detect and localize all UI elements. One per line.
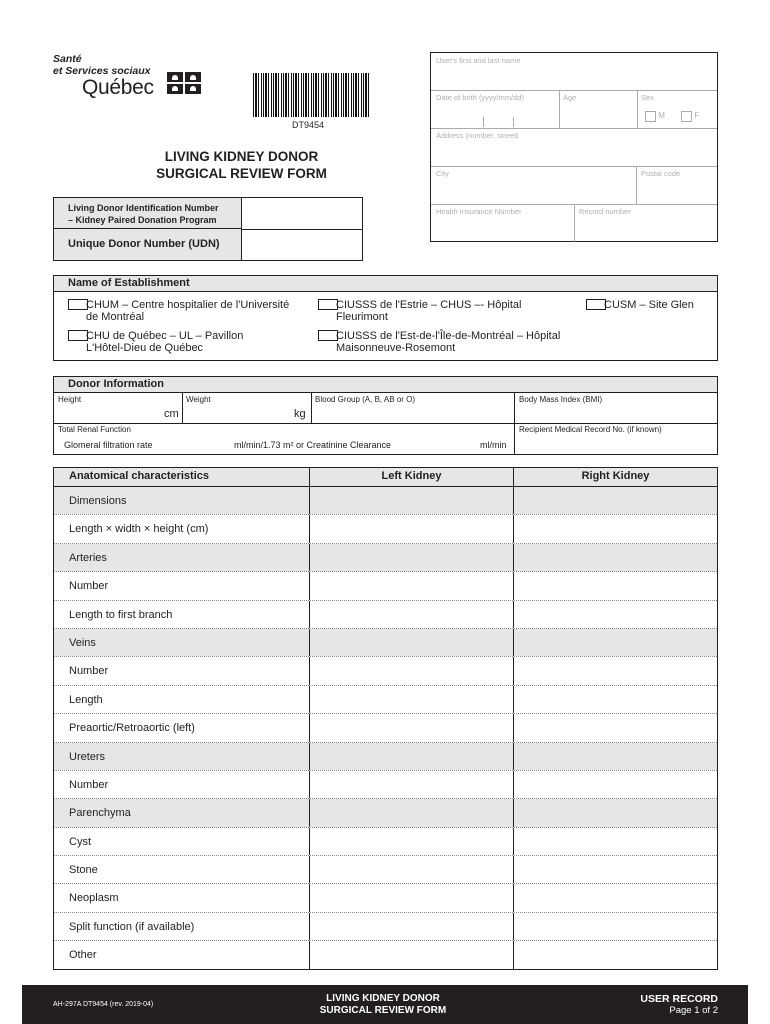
row-label: Veins <box>54 629 310 656</box>
left-kidney-cell[interactable] <box>310 799 514 826</box>
udn-input[interactable] <box>242 229 362 260</box>
right-kidney-cell[interactable] <box>514 913 717 940</box>
udn-label: Unique Donor Number (UDN) <box>54 229 242 260</box>
chu-quebec-checkbox[interactable] <box>68 330 88 341</box>
left-kidney-cell[interactable] <box>310 515 514 542</box>
left-kidney-cell[interactable] <box>310 941 514 968</box>
row-label: Stone <box>54 856 310 883</box>
right-kidney-cell[interactable] <box>514 714 717 741</box>
right-kidney-cell[interactable] <box>514 884 717 911</box>
establishment-option-hmr[interactable] <box>318 330 588 354</box>
table-row <box>54 514 717 542</box>
weight-label: Weight <box>186 395 211 404</box>
anatomy-table-header <box>54 468 717 486</box>
chum-checkbox[interactable] <box>68 299 88 310</box>
postal-field-label: Postal code <box>641 169 681 178</box>
right-kidney-cell[interactable] <box>514 572 717 599</box>
establishment-option-cusm[interactable] <box>586 299 716 311</box>
donor-id-label-line2: – Kidney Paired Donation Program <box>68 215 217 225</box>
renal-function-label: Total Renal Function <box>58 425 131 434</box>
footer-title <box>292 993 474 1017</box>
table-row <box>54 656 717 684</box>
col-right-kidney: Right Kidney <box>581 470 650 482</box>
left-kidney-cell[interactable] <box>310 572 514 599</box>
chus-label-line2: Fleurimont <box>336 311 388 323</box>
title-line1: LIVING KIDNEY DONOR <box>164 149 319 164</box>
recipient-record-label: Recipient Medical Record No. (if known) <box>519 425 662 434</box>
form-code: DT9454 <box>292 120 325 130</box>
table-row <box>54 600 717 628</box>
row-label: Number <box>54 572 310 599</box>
donor-info-heading: Donor Information <box>54 377 717 393</box>
page-footer <box>22 985 748 1024</box>
row-label: Other <box>54 941 310 968</box>
donor-id-label <box>54 198 242 229</box>
logo-quebec: Québec <box>82 76 154 99</box>
table-row <box>54 827 717 855</box>
row-label: Number <box>54 657 310 684</box>
left-kidney-cell[interactable] <box>310 828 514 855</box>
left-kidney-cell[interactable] <box>310 856 514 883</box>
hmr-checkbox[interactable] <box>318 330 338 341</box>
left-kidney-cell[interactable] <box>310 629 514 656</box>
gfr-unit: ml/min/1.73 m² or Creatinine Clearance <box>234 440 392 450</box>
cusm-label-line1: CUSM – Site Glen <box>604 299 694 311</box>
chum-label-line1: CHUM – Centre hospitalier de l'Université <box>86 299 290 311</box>
footer-title-line2: SURGICAL REVIEW FORM <box>319 1005 447 1016</box>
anatomy-rows <box>54 486 717 969</box>
height-label: Height <box>58 395 82 404</box>
row-label: Length <box>54 686 310 713</box>
right-kidney-cell[interactable] <box>514 487 717 514</box>
right-kidney-cell[interactable] <box>514 828 717 855</box>
left-kidney-cell[interactable] <box>310 714 514 741</box>
right-kidney-cell[interactable] <box>514 799 717 826</box>
row-label: Ureters <box>54 743 310 770</box>
row-label: Length × width × height (cm) <box>54 515 310 542</box>
establishment-heading: Name of Establishment <box>54 276 717 292</box>
table-row <box>54 486 717 514</box>
table-row <box>54 628 717 656</box>
left-kidney-cell[interactable] <box>310 913 514 940</box>
dob-field-label: Date of birth (yyyy/mm/dd) <box>436 93 524 102</box>
col-characteristics: Anatomical characteristics <box>54 468 310 486</box>
quebec-flag-icon <box>167 72 201 94</box>
footer-title-line1: LIVING KIDNEY DONOR <box>326 993 440 1004</box>
bmi-label: Body Mass Index (BMI) <box>519 395 603 404</box>
left-kidney-cell[interactable] <box>310 487 514 514</box>
table-row <box>54 742 717 770</box>
row-label: Cyst <box>54 828 310 855</box>
name-field-label: User's first and last name <box>436 56 521 65</box>
donor-id-box <box>53 197 363 261</box>
hmr-label-line1: CIUSSS de l'Est-de-l'Île-de-Montréal – Hôpital <box>336 330 561 342</box>
logo-ministry-name <box>53 53 150 77</box>
footer-form-ref: AH-297A DT9454 (rev. 2019-04) <box>53 1001 154 1008</box>
right-kidney-cell[interactable] <box>514 544 717 571</box>
establishment-section <box>53 275 718 361</box>
age-field-label: Age <box>563 93 577 102</box>
gfr-label: Glomeral filtration rate <box>64 440 153 450</box>
left-kidney-cell[interactable] <box>310 884 514 911</box>
anatomy-table <box>53 467 718 970</box>
table-row <box>54 912 717 940</box>
table-row <box>54 543 717 571</box>
establishment-option-chum[interactable] <box>68 299 308 323</box>
donor-id-label-line1: Living Donor Identification Number <box>68 203 219 213</box>
record-field-label: Record number <box>579 207 631 216</box>
table-row <box>54 685 717 713</box>
chu-quebec-label-line1: CHU de Québec – UL – Pavillon <box>86 330 244 342</box>
logo-line1: Santé <box>53 53 82 65</box>
table-row <box>54 855 717 883</box>
insurance-field-label: Health Insurance Number <box>436 207 522 216</box>
title-line2: SURGICAL REVIEW FORM <box>156 166 327 181</box>
row-label: Length to first branch <box>54 601 310 628</box>
row-label: Preaortic/Retroaortic (left) <box>54 714 310 741</box>
row-label: Number <box>54 771 310 798</box>
footer-record <box>640 993 718 1017</box>
page-title <box>120 148 363 182</box>
right-kidney-cell[interactable] <box>514 657 717 684</box>
left-kidney-cell[interactable] <box>310 544 514 571</box>
right-kidney-cell[interactable] <box>514 771 717 798</box>
height-unit: cm <box>164 408 179 420</box>
logo-line2: et Services sociaux <box>53 65 151 77</box>
sex-m-checkbox[interactable] <box>645 111 656 122</box>
cc-unit: ml/min <box>480 440 507 450</box>
blood-group-label: Blood Group (A, B, AB or O) <box>315 395 416 404</box>
footer-page-number: Page 1 of 2 <box>669 1005 718 1016</box>
col-left-kidney: Left Kidney <box>310 468 514 486</box>
table-row <box>54 798 717 826</box>
right-kidney-cell[interactable] <box>514 941 717 968</box>
chus-checkbox[interactable] <box>318 299 338 310</box>
row-label: Split function (if available) <box>54 913 310 940</box>
row-label: Arteries <box>54 544 310 571</box>
chum-label-line2: de Montréal <box>86 311 145 323</box>
sex-f-label: F <box>694 111 700 120</box>
sex-options <box>645 111 699 122</box>
right-kidney-cell[interactable] <box>514 515 717 542</box>
chu-quebec-label-line2: L'Hôtel-Dieu de Québec <box>86 342 204 354</box>
right-kidney-cell[interactable] <box>514 743 717 770</box>
right-kidney-cell[interactable] <box>514 686 717 713</box>
hmr-label-line2: Maisonneuve-Rosemont <box>336 342 456 354</box>
weight-unit: kg <box>294 408 306 420</box>
row-label: Dimensions <box>54 487 310 514</box>
establishment-option-chus[interactable] <box>318 299 568 323</box>
right-kidney-cell[interactable] <box>514 629 717 656</box>
establishment-option-chu-quebec[interactable] <box>68 330 308 354</box>
address-field-label: Address (number, street) <box>436 131 519 140</box>
right-kidney-cell[interactable] <box>514 856 717 883</box>
city-field-label: City <box>436 169 449 178</box>
left-kidney-cell[interactable] <box>310 686 514 713</box>
left-kidney-cell[interactable] <box>310 657 514 684</box>
donor-info-section <box>53 376 718 455</box>
table-row <box>54 940 717 968</box>
table-row <box>54 883 717 911</box>
sex-field-label: Sex <box>641 93 654 102</box>
cusm-checkbox[interactable] <box>586 299 606 310</box>
table-row <box>54 713 717 741</box>
table-row <box>54 571 717 599</box>
right-kidney-cell[interactable] <box>514 601 717 628</box>
row-label: Neoplasm <box>54 884 310 911</box>
sex-m-label: M <box>658 111 665 120</box>
left-kidney-cell[interactable] <box>310 771 514 798</box>
donor-id-input[interactable] <box>242 198 362 230</box>
table-row <box>54 770 717 798</box>
row-label: Parenchyma <box>54 799 310 826</box>
sex-f-checkbox[interactable] <box>681 111 692 122</box>
footer-record-type: USER RECORD <box>640 993 718 1005</box>
left-kidney-cell[interactable] <box>310 601 514 628</box>
barcode-image <box>253 73 371 117</box>
patient-id-box <box>430 52 718 242</box>
left-kidney-cell[interactable] <box>310 743 514 770</box>
chus-label-line1: CIUSSS de l'Estrie – CHUS –- Hôpital <box>336 299 522 311</box>
